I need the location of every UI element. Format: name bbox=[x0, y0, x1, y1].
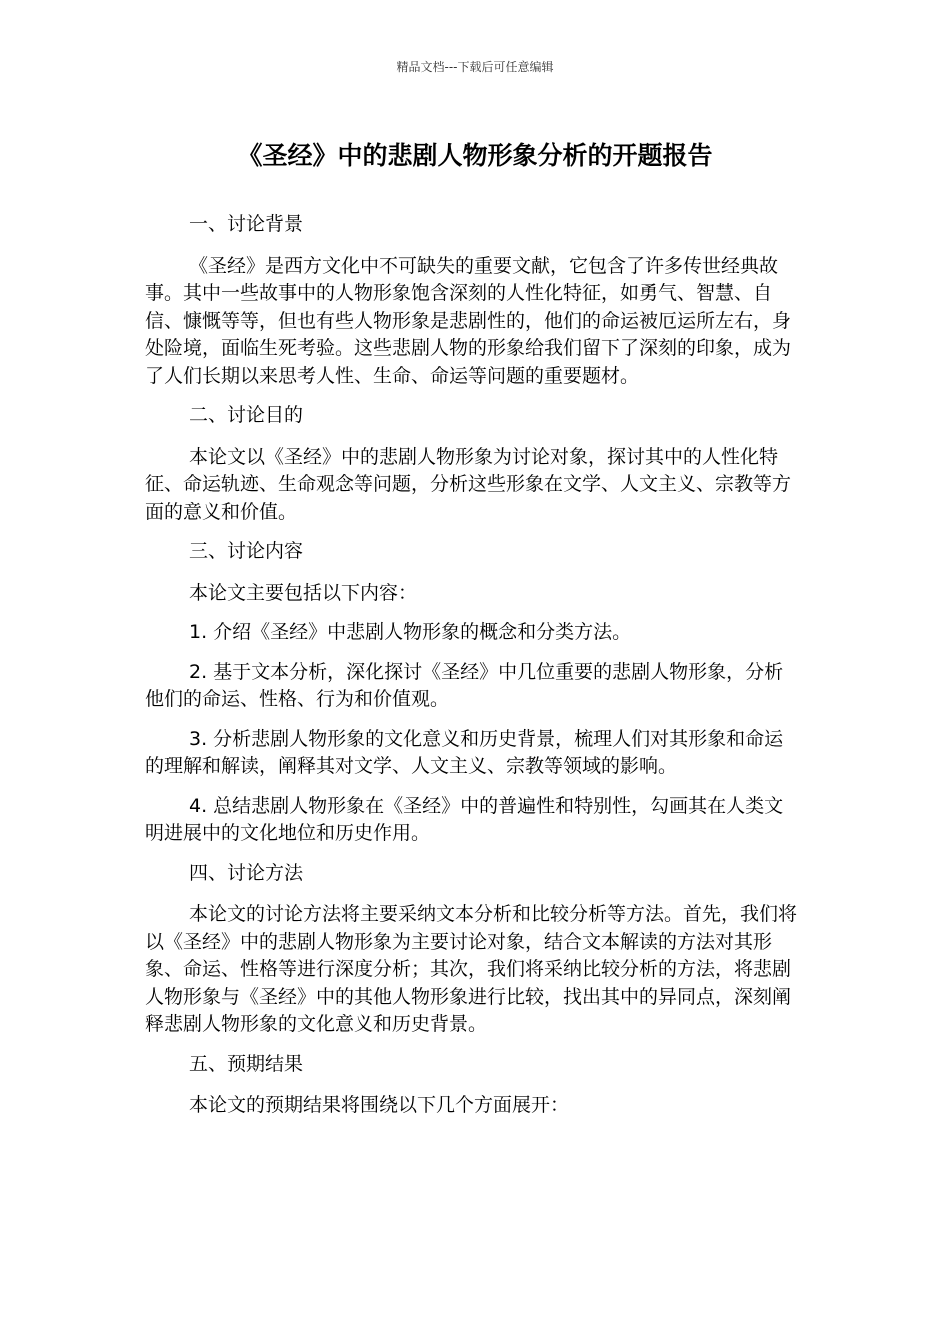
section-heading-purpose: 二、讨论目的 bbox=[189, 404, 304, 426]
section-heading-expected-results: 五、预期结果 bbox=[189, 1052, 304, 1075]
header-note: 精品文档---下载后可任意编辑 bbox=[396, 60, 554, 74]
content-item-1: 1. 介绍《圣经》中悲剧人物形象的概念和分类方法。 bbox=[189, 621, 632, 643]
content-item-4: 4. 总结悲剧人物形象在《圣经》中的普遍性和特别性，勾画其在人类文明进展中的文化地位和历史作用。 bbox=[145, 794, 784, 844]
document-body bbox=[145, 211, 800, 1132]
document-title: 《圣经》中的悲剧人物形象分析的开题报告 bbox=[237, 141, 713, 170]
background-paragraph: 《圣经》是西方文化中不可缺失的重要文献，它包含了许多传世经典故事。其中一些故事中的人物形象饱含深刻的人性化特征，如勇气、智慧、自信、慷慨等等，但也有些人物形象是悲剧性的，他们的命运被厄运所左右，身处险境，面临生死考验。这些悲剧人物的形象给我们留下了深刻的印象，成为了人们长期以来思考人性、生命、命运等问题的重要题材。 bbox=[145, 254, 792, 387]
section-heading-background: 一、讨论背景 bbox=[189, 213, 304, 235]
content-item-3: 3. 分析悲剧人物形象的文化意义和历史背景，梳理人们对其形象和命运的理解和解读，阐释其对文学、人文主义、宗教等领域的影响。 bbox=[145, 727, 784, 777]
method-paragraph: 本论文的讨论方法将主要采纳文本分析和比较分析等方法。首先，我们将以《圣经》中的悲剧人物形象为主要讨论对象，结合文本解读的方法对其形象、命运、性格等进行深度分析；其次，我们将采纳比较分析的方法，将悲剧人物形象与《圣经》中的其他人物形象进行比较，找出其中的异同点，深刻阐释悲剧人物形象的文化意义和历史背景。 bbox=[145, 903, 798, 1035]
content-intro: 本论文主要包括以下内容： bbox=[189, 581, 418, 604]
section-heading-method: 四、讨论方法 bbox=[189, 861, 304, 884]
expected-results-intro: 本论文的预期结果将围绕以下几个方面展开： bbox=[189, 1094, 570, 1116]
section-heading-content: 三、讨论内容 bbox=[189, 540, 304, 562]
content-item-2: 2. 基于文本分析，深化探讨《圣经》中几位重要的悲剧人物形象，分析他们的命运、性格、行为和价值观。 bbox=[145, 660, 784, 710]
purpose-paragraph: 本论文以《圣经》中的悲剧人物形象为讨论对象，探讨其中的人性化特征、命运轨迹、生命观念等问题，分析这些形象在文学、人文主义、宗教等方面的意义和价值。 bbox=[145, 445, 792, 523]
